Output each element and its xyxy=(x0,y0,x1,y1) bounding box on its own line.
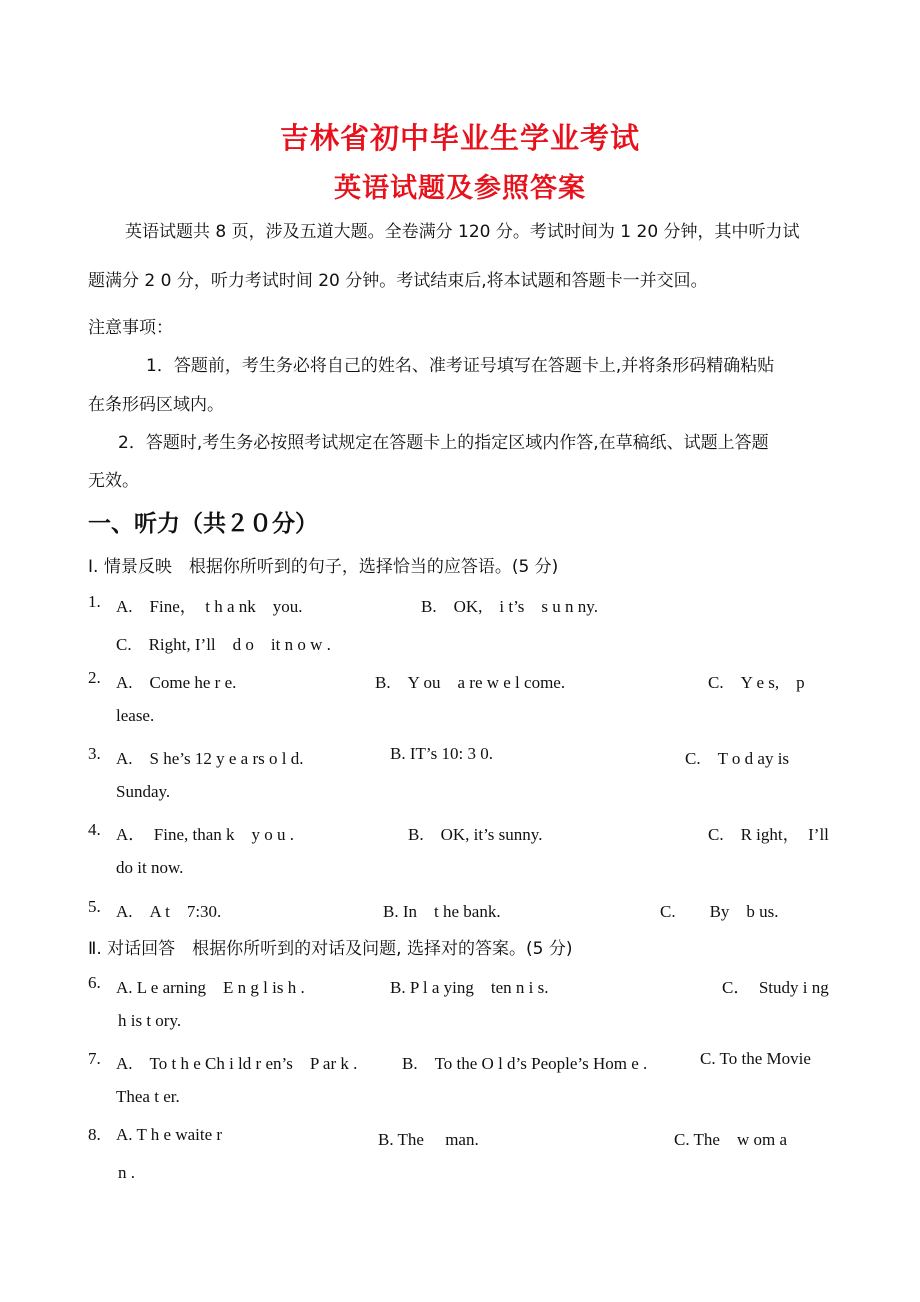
section-1-heading: 一、听力（共２０分） xyxy=(88,511,318,537)
option-c-continued: n . xyxy=(118,1163,135,1182)
option-a: A. A t 7:30. xyxy=(116,902,222,921)
option-c: C. T o d ay is xyxy=(685,749,790,768)
option-b: B. Y ou a re w e l come. xyxy=(375,673,566,692)
option-c: C. The w om a xyxy=(674,1130,788,1149)
option-c: C. Y e s, p xyxy=(708,673,805,692)
option-b: B. OK, i t’s s u n ny. xyxy=(421,597,598,616)
question-number: 3. xyxy=(88,744,101,763)
notice-1-line-2: 在条形码区域内。 xyxy=(88,395,224,415)
intro-line-2: 题满分 2 0 分，听力考试时间 20 分钟。考试结束后,将本试题和答题卡一并交回。 xyxy=(88,271,708,291)
question-number: 7. xyxy=(88,1049,101,1068)
question-number: 1. xyxy=(88,592,101,611)
option-a: A. Come he r e. xyxy=(116,673,237,692)
question-number: 2. xyxy=(88,668,101,687)
exam-subtitle: 英语试题及参照答案 xyxy=(334,173,586,204)
option-a: A． Fine, than k y o u . xyxy=(116,825,295,844)
option-a: A. T h e waite r xyxy=(116,1125,223,1144)
option-a: A. To t h e Ch i ld r en’s P ar k . xyxy=(116,1054,358,1073)
option-c-continued: do it now. xyxy=(116,858,184,877)
question-number: 6. xyxy=(88,973,101,992)
option-c: C. To the Movie xyxy=(700,1049,811,1068)
option-b: B. In t he bank. xyxy=(383,902,501,921)
option-a: A. Fine， t h a nk you. xyxy=(116,597,303,616)
notice-2-line-2: 无效。 xyxy=(88,471,139,491)
option-c: C. R ight， I’ll xyxy=(708,825,829,844)
question-number: 8. xyxy=(88,1125,101,1144)
intro-line-1: 英语试题共 8 页，涉及五道大题。全卷满分 120 分。考试时间为 1 20 分钟，其中听力试 xyxy=(125,222,800,242)
option-c-continued: Sunday. xyxy=(116,782,171,801)
exam-title: 吉林省初中毕业生学业考试 xyxy=(279,121,640,155)
option-c-continued: lease. xyxy=(116,706,155,725)
option-c: C． Study i ng xyxy=(722,978,829,997)
notice-2-line-1: 2．答题时,考生务必按照考试规定在答题卡上的指定区域内作答,在草稿纸、试题上答题 xyxy=(118,433,769,453)
option-c-continued: Thea t er. xyxy=(116,1087,180,1106)
option-a: A. L e arning E n g l is h . xyxy=(116,978,305,997)
option-b: B. To the O l d’s People’s Hom e . xyxy=(402,1054,648,1073)
question-number: 4. xyxy=(88,820,101,839)
option-c-continued: h is t ory. xyxy=(118,1011,182,1030)
option-a: A. S he’s 12 y e a rs o l d. xyxy=(116,749,304,768)
notice-1-line-1: 1．答题前，考生务必将自己的姓名、准考证号填写在答题卡上,并将条形码精确粘贴 xyxy=(146,356,775,376)
part-2-heading: Ⅱ. 对话回答 根据你所听到的对话及问题, 选择对的答案。(5 分) xyxy=(88,939,573,959)
option-b: B. P l a ying ten n i s. xyxy=(390,978,549,997)
option-c: C. By b us. xyxy=(660,902,779,921)
option-b: B. IT’s 10: 3 0. xyxy=(390,744,493,763)
question-number: 5. xyxy=(88,897,101,916)
part-1-heading: Ⅰ. 情景反映 根据你所听到的句子，选择恰当的应答语。(5 分) xyxy=(88,557,559,577)
notice-heading: 注意事项： xyxy=(88,318,173,338)
option-b: B. OK, it’s sunny. xyxy=(408,825,543,844)
option-b: B. The man. xyxy=(378,1130,479,1149)
option-c: C. Right, I’ll d o it n o w . xyxy=(116,635,331,654)
